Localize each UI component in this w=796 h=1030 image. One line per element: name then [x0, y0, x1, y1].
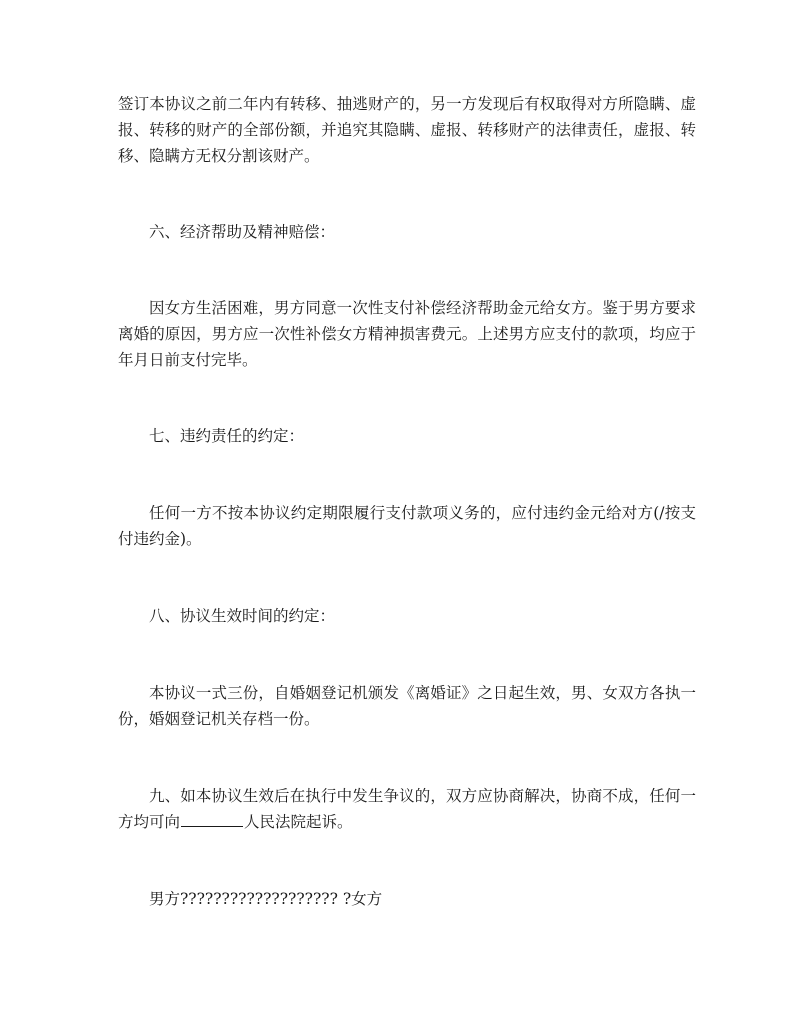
heading-economic-help: 六、经济帮助及精神赔偿： — [149, 223, 336, 241]
dispute-text-before-blank: 九、如本协议生效后在执行中发生争议的，双方应协商解决，协商不成，任何一方均可向 — [118, 787, 696, 831]
heading-breach-liability: 七、违约责任的约定： — [149, 427, 305, 445]
paragraph-breach-liability: 任何一方不按本协议约定期限履行支付款项义务的，应付违约金元给对方(/按支付违约金)。 — [118, 504, 696, 548]
paragraph-dispute-resolution — [118, 783, 696, 835]
paragraph-economic-help: 因女方生活困难，男方同意一次性支付补偿经济帮助金元给女方。鉴于男方要求离婚的原因，男方应一次性补偿女方精神损害费元。上述男方应支付的款项，均应于年月日前支付完毕。 — [118, 299, 696, 369]
heading-effective-time: 八、协议生效时间的约定： — [149, 607, 336, 625]
paragraph-effective-time: 本协议一式三份，自婚姻登记机颁发《离婚证》之日起生效，男、女双方各执一份，婚姻登记机关存档一份。 — [118, 684, 696, 728]
signature-line: 男方??????????????????? ?女方 — [149, 890, 383, 908]
dispute-text-after-blank: 人民法院起诉。 — [244, 813, 353, 831]
court-name-blank — [181, 810, 243, 827]
paragraph-property-hiding: 签订本协议之前二年内有转移、抽逃财产的，另一方发现后有权取得对方所隐瞒、虚报、转移的财产的全部份额，并追究其隐瞒、虚报、转移财产的法律责任，虚报、转移、隐瞒方无权分割该财产。 — [118, 95, 696, 165]
